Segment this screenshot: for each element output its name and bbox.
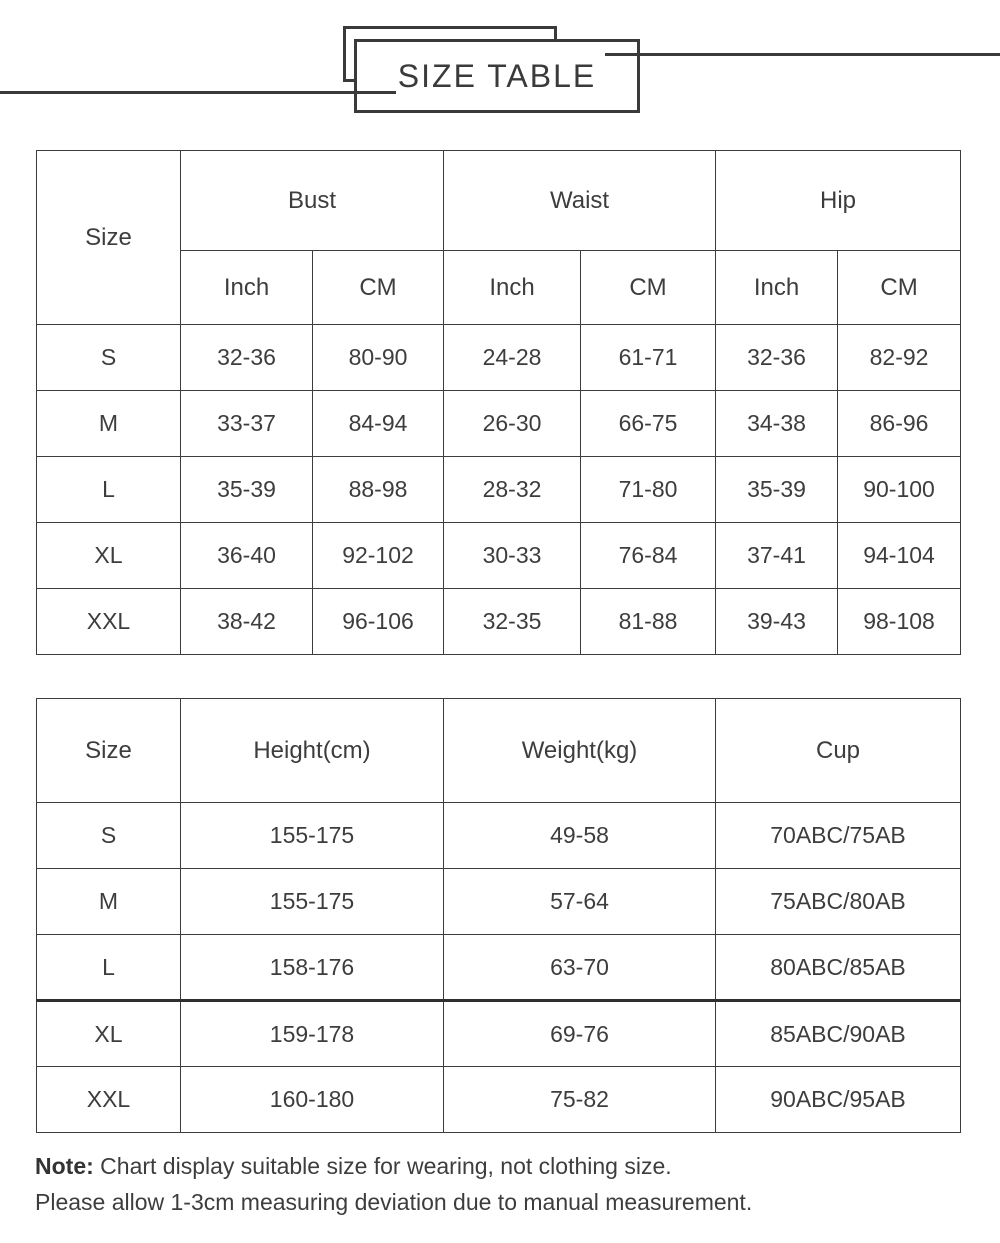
hip-inch-cell: 39-43 — [716, 589, 838, 655]
bust-cm-cell: 96-106 — [313, 589, 444, 655]
row-label: L — [37, 457, 181, 523]
height-cell: 155-175 — [181, 803, 444, 869]
table-row — [37, 325, 961, 391]
hip-cm-cell: 94-104 — [838, 523, 961, 589]
table-row — [37, 869, 961, 935]
cup-cell: 75ABC/80AB — [716, 869, 961, 935]
waist-cm-cell: 76-84 — [581, 523, 716, 589]
height-cell: 160-180 — [181, 1067, 444, 1133]
unit-hip-cm: CM — [838, 251, 961, 325]
header-weight: Weight(kg) — [444, 699, 716, 803]
waist-cm-cell: 81-88 — [581, 589, 716, 655]
waist-cm-cell: 71-80 — [581, 457, 716, 523]
note-line-1-text: Chart display suitable size for wearing, not clothing size. — [93, 1153, 672, 1179]
unit-waist-cm: CM — [581, 251, 716, 325]
header-height: Height(cm) — [181, 699, 444, 803]
waist-inch-cell: 32-35 — [444, 589, 581, 655]
waist-inch-cell: 26-30 — [444, 391, 581, 457]
hip-inch-cell: 34-38 — [716, 391, 838, 457]
cup-cell: 85ABC/90AB — [716, 1001, 961, 1067]
bust-cm-cell: 84-94 — [313, 391, 444, 457]
decorative-line-right — [605, 53, 1000, 56]
cup-cell: 90ABC/95AB — [716, 1067, 961, 1133]
note-text — [35, 1148, 975, 1220]
header-size: Size — [37, 151, 181, 325]
height-cell: 155-175 — [181, 869, 444, 935]
decorative-line-left — [0, 91, 396, 94]
page-title: SIZE TABLE — [397, 57, 597, 94]
title-banner-front-frame — [354, 39, 640, 113]
waist-inch-cell: 28-32 — [444, 457, 581, 523]
table-row — [37, 1067, 961, 1133]
table-row — [37, 803, 961, 869]
weight-cell: 75-82 — [444, 1067, 716, 1133]
waist-cm-cell: 66-75 — [581, 391, 716, 457]
table-header-row — [37, 699, 961, 803]
bust-cm-cell: 80-90 — [313, 325, 444, 391]
row-label: S — [37, 803, 181, 869]
row-label: XXL — [37, 589, 181, 655]
table-row — [37, 589, 961, 655]
header-cup: Cup — [716, 699, 961, 803]
hip-cm-cell: 86-96 — [838, 391, 961, 457]
weight-cell: 57-64 — [444, 869, 716, 935]
height-weight-cup-table — [36, 698, 961, 1133]
bust-inch-cell: 36-40 — [181, 523, 313, 589]
bust-inch-cell: 32-36 — [181, 325, 313, 391]
note-line-1 — [35, 1148, 975, 1184]
hip-cm-cell: 90-100 — [838, 457, 961, 523]
note-label: Note: — [35, 1153, 94, 1179]
row-label: XL — [37, 523, 181, 589]
unit-bust-inch: Inch — [181, 251, 313, 325]
waist-cm-cell: 61-71 — [581, 325, 716, 391]
weight-cell: 69-76 — [444, 1001, 716, 1067]
weight-cell: 49-58 — [444, 803, 716, 869]
hip-inch-cell: 35-39 — [716, 457, 838, 523]
unit-hip-inch: Inch — [716, 251, 838, 325]
bust-cm-cell: 88-98 — [313, 457, 444, 523]
unit-bust-cm: CM — [313, 251, 444, 325]
bust-cm-cell: 92-102 — [313, 523, 444, 589]
row-label: XXL — [37, 1067, 181, 1133]
header-size: Size — [37, 699, 181, 803]
cup-cell: 80ABC/85AB — [716, 935, 961, 1001]
table-row — [37, 1001, 961, 1067]
header-bust: Bust — [181, 151, 444, 251]
bust-inch-cell: 38-42 — [181, 589, 313, 655]
row-label: S — [37, 325, 181, 391]
bust-waist-hip-table — [36, 150, 961, 655]
row-label: L — [37, 935, 181, 1001]
table-row — [37, 457, 961, 523]
table-row — [37, 391, 961, 457]
row-label: M — [37, 391, 181, 457]
row-label: XL — [37, 1001, 181, 1067]
hip-cm-cell: 98-108 — [838, 589, 961, 655]
unit-waist-inch: Inch — [444, 251, 581, 325]
waist-inch-cell: 24-28 — [444, 325, 581, 391]
bust-inch-cell: 35-39 — [181, 457, 313, 523]
header-waist: Waist — [444, 151, 716, 251]
table-row — [37, 523, 961, 589]
hip-inch-cell: 32-36 — [716, 325, 838, 391]
table-header-row — [37, 151, 961, 251]
hip-cm-cell: 82-92 — [838, 325, 961, 391]
height-cell: 159-178 — [181, 1001, 444, 1067]
bust-inch-cell: 33-37 — [181, 391, 313, 457]
waist-inch-cell: 30-33 — [444, 523, 581, 589]
height-cell: 158-176 — [181, 935, 444, 1001]
cup-cell: 70ABC/75AB — [716, 803, 961, 869]
hip-inch-cell: 37-41 — [716, 523, 838, 589]
header-hip: Hip — [716, 151, 961, 251]
row-label: M — [37, 869, 181, 935]
weight-cell: 63-70 — [444, 935, 716, 1001]
note-line-2: Please allow 1-3cm measuring deviation due to manual measurement. — [35, 1189, 753, 1215]
table-row — [37, 935, 961, 1001]
